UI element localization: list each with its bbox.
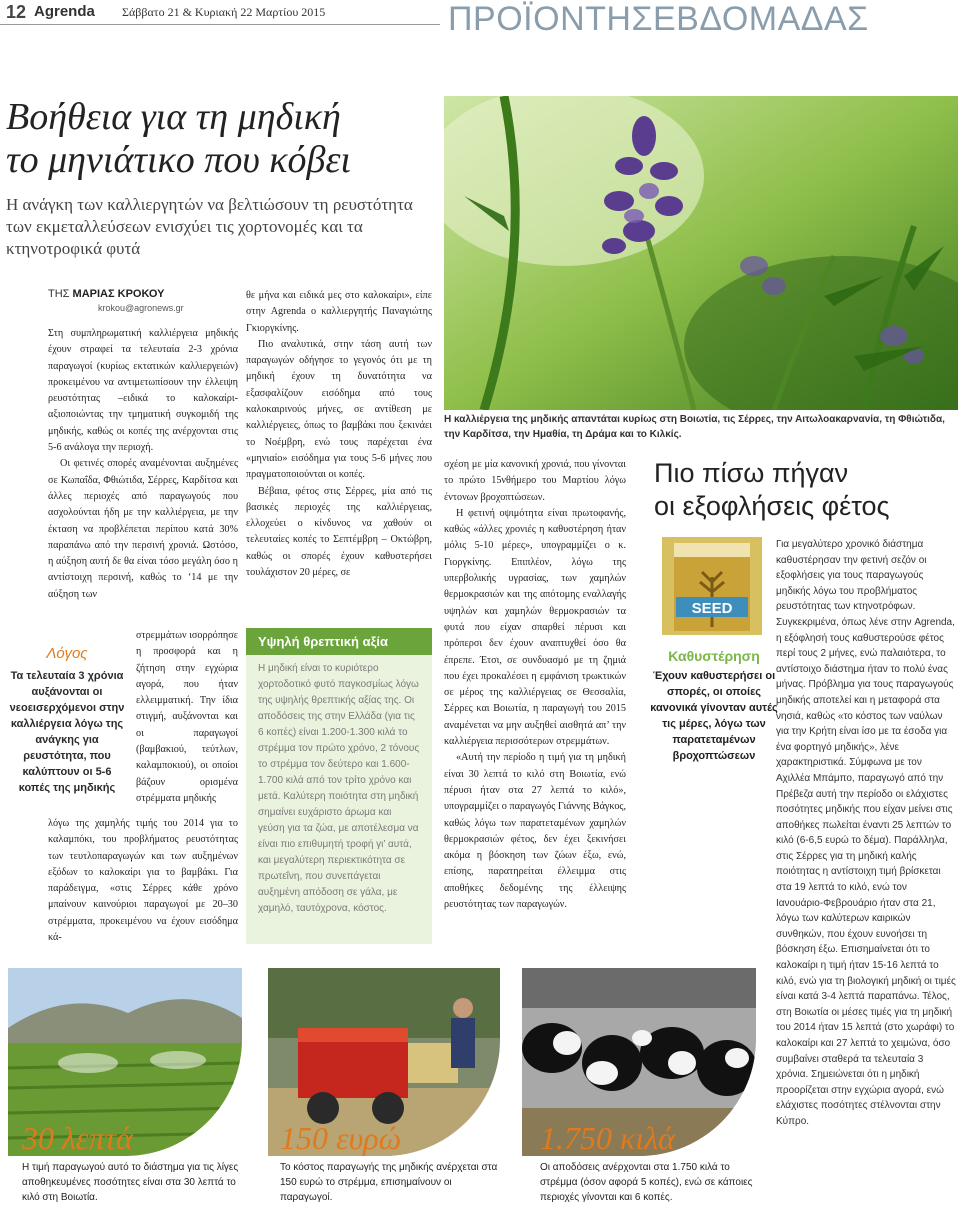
section-banner: ΠΡΟΪΟΝΤΗΣΕΒΔΟΜΑΔΑΣ (448, 0, 869, 38)
paragraph: Στη συμπληρωματική καλλιέργεια μηδικής έχουν στραφεί τα τελευταία 2-3 χρόνια παραγωγοί (κυρίως εκτατικών καλλιεργειών) προκειμένου να αντιμετωπίσουν την έλλειψη ρευστότητας –ειδικά το καλοκαίρι- αξιοποιώντας την τμηματική συγκομιδή της μηδικής, καθώς οι κοπές της ανέρχονται στις 5-6 ανάλογα την περιοχή. (48, 328, 238, 454)
stat-yield-caption: Οι αποδόσεις ανέρχονται στα 1.750 κιλά το στρέμμα (όσον αφορά 5 κοπές), ενώ σε κάποιες περιοχές γίνονται και 6 κοπές. (540, 1162, 753, 1203)
issue-date: Σάββατο 21 & Κυριακή 22 Μαρτίου 2015 (122, 5, 326, 19)
stat-cost: 150 ευρώ (280, 1120, 401, 1156)
byline-prefix: ΤΗΣ (48, 288, 70, 300)
sidebar-headline-line-1: Πιο πίσω πήγαν (654, 458, 849, 488)
nutrition-box (246, 628, 432, 944)
stat-price-caption: Η τιμή παραγωγού αυτό το διάστημα για τις λίγες αποθηκευμένες ποσότητες είναι στα 30 λεπτά το κιλό στη Βοιωτία. (22, 1162, 239, 1203)
delay-title: Καθυστέρηση (668, 648, 760, 664)
paragraph: λόγω της χαμηλής τιμής του 2014 για το καλαμπόκι, του προβλήματος ρευστότητας των τευτλοπαραγωγών και των αυξημένων εξόδων το καλοκαίρι για το βαμβάκι. Για παράδειγμα, «στις Σέρρες κάθε χρόνο μπαίνουν καινούριοι παραγωγοί με 20–30 στρέμματα, προκειμένου να έχουν εισόδημα κά- (48, 818, 238, 944)
pull-quote-title: Λόγος (46, 645, 88, 662)
article-column-1 (48, 326, 238, 603)
article-column-3 (444, 457, 626, 913)
author-email[interactable]: krokou@agronews.gr (98, 303, 184, 313)
subheadline: Η ανάγκη των καλλιεργητών να βελτιώσουν τη ρευστότητα των εκμεταλλεύσεων ενισχύει τις χορτονομές και τα κτηνοτροφικά φυτά (6, 195, 413, 258)
section-name: Agrenda (34, 3, 95, 20)
article-column-1-bottom (48, 816, 238, 946)
stat-price: 30 λεπτά (22, 1120, 133, 1156)
paragraph: Οι φετινές σπορές αναμένονται αυξημένες σε Κωπαΐδα, Φθιώτιδα, Σέρρες, Καρδίτσα και άλλες περιοχές από παραγωγούς που ασχολούνται ήδη με την καλλιέργεια, με την έκταση να προβλέπεται περίπου κατά 30% παραπάνω από την περσινή χρονιά. Ωστόσο, η αύξηση αυτή δε θα είναι τόσο μεγάλη όσο η αντίστοιχη περσινή, καθώς το ‘14 με την αύξηση των (48, 458, 238, 600)
pull-quote (6, 645, 128, 796)
stat-cost-caption: Το κόστος παραγωγής της μηδικής ανέρχεται στα 150 ευρώ το στρέμμα, επισημαίνουν οι παραγωγοί. (280, 1162, 498, 1203)
nutrition-box-text: Η μηδική είναι το κυριότερο χορτοδοτικό φυτό παγκοσμίως λόγω της υψηλής θρεπτικής αξίας της. Οι αποδόσεις της στην Ελλάδα (για τις 6 κοπές) είναι 1.200-1.300 κιλά το στρέμμα τον πρώτο χρόνο, 2 τόνους το στρέμμα τον δεύτερο και 1.600-1.700 κιλά από τον τρίτο χρόνο και μετά. Καλύτερη ποιότητα στη μηδική σημαίνει ευχάριστο άρωμα και γεύση για τα ζώα, με αποτέλεσμα να είναι πιο επιθυμητή τροφή γι’ αυτά, και μεγαλύτερη περιεκτικότητα σε πρωτεΐνη, που συνεπάγεται αυξημένη απόδοση σε γάλα, με χαμηλό, ταυτόχρονα, κόστος. (258, 663, 420, 914)
paragraph: θε μήνα και ειδικά μες στο καλοκαίρι», είπε στην Agrenda ο καλλιεργητής Παναγιώτης Γκιοργκίνης. (246, 290, 432, 334)
page-number: 12 (6, 2, 27, 22)
delay-callout (648, 648, 780, 764)
alfalfa-photo (444, 96, 958, 410)
sidebar-headline (654, 457, 954, 523)
article-column-2 (246, 288, 432, 581)
paragraph: «Αυτή την περίοδο η τιμή για τη μηδική είναι 30 λεπτά το κιλό στη Βοιωτία, ενώ πέρυσι ήταν στα 27 λεπτά το κιλό», υπογραμμίζει ο παραγωγός Γιάννης Βάγκος, καθώς λόγω των παρατεταμένων χαμηλών θερμοκρασιών φέτος, δεν έχει ξεκινήσει ακόμα η βόσκηση των ζώων έξω, ενώ, επίσης, παρατηρείται έλλειμμα στις αποθήκες δεδομένης της έλλειψης ρευστότητας των παραγωγών. (444, 752, 626, 911)
paragraph: σχέση με μία κανονική χρονιά, που γίνονται το πρώτο 15νθήμερο του Μαρτίου λόγω έντονων βροχοπτώσεων. (444, 459, 626, 503)
seed-label: SEED (691, 600, 733, 617)
seed-bag-photo (662, 537, 762, 635)
nutrition-box-title: Υψηλή θρεπτική αξία (246, 628, 432, 655)
headline-line-2: το μηνιάτικο που κόβει (6, 139, 351, 181)
author-name: ΜΑΡΙΑΣ ΚΡΟΚΟΥ (72, 288, 165, 300)
pull-quote-text: Τα τελευταία 3 χρόνια αυξάνονται οι νεοεισερχόμενοι στην καλλιέργεια λόγω της ανάγκης για ρευστότητα, που καλύπτουν οι 5-6 κοπές της μηδικής (9, 670, 125, 794)
article-column-1-wrap (136, 628, 238, 807)
paragraph: Πιο αναλυτικά, στην τάση αυτή των παραγωγών οδήγησε το γεγονός ότι με τη μηδική έχουν τη δυνατότητα να εξασφαλίζουν εισόδημα από τους καλοκαιρινούς μήνες, σε αντίθεση με καλλιέργειες, όπως το βαμβάκι που ξεκινάει το Νοέμβρη, ενώ τους παρέχεται ένα «μηνιαίο» εισόδημα για τους 5-6 μήνες που πραγματοποιούνται οι κοπές. (246, 338, 432, 481)
paragraph: στρεμμάτων ισορρόπησε η προσφορά και η ζήτηση στην εγχώρια αγορά, που ήταν ελλειμματική. Την ίδια στιγμή, αυξάνονται και οι παραγωγοί (βαμβακιού, τεύτλων, καλαμποκιού), οι οποίοι βάζουν ορισμένα στρέμματα μηδικής (136, 630, 238, 804)
headline-line-1: Βοήθεια για τη μηδική (6, 96, 341, 138)
paragraph: Βέβαια, φέτος στις Σέρρες, μία από τις βασικές περιοχές της καλλιέργειας, ελλοχεύει ο κίνδυνος να χαθούν οι τελευταίες κοπές το Σεπτέμβρη – Οκτώβρη, καθώς οι σπορές έχουν καθυστερήσει τουλάχιστον 20 μέρες, σε (246, 485, 432, 579)
headline (6, 96, 446, 182)
paragraph: Η φετινή οψιμότητα είναι πρωτοφανής, καθώς «άλλες χρονιές η καθυστέρηση ήταν μόλις 5-10 μέρες», υπογραμμίζει ο κ. Γιοργκίνης. Επιπλέον, λόγω της υπερβολικής υγρασίας, των χαμηλών θερμοκρασιών και της απότομης εναλλαγής υψηλών και χαμηλών θερμοκρασιών τα φυτά που είχαν σπαρθεί πέρυσι και πρόπερσι δεν έχουν αναπτυχθεί όσο θα έπρεπε. Έτσι, σε συνδυασμό με τη ζημιά που έχει προκαλέσει η εμφάνιση τρωκτικών σε μέρος της καλλιέργειας σε Θεσσαλία, Σέρρες και Βοιωτία, η παραγωγή του 2015 αναμένεται να μην αυξηθεί αισθητά απ’ την καλλιέργεια περισσότερων στρεμμάτων. (444, 507, 626, 748)
delay-text: Έχουν καθυστερήσει οι σπορές, οι οποίες κανονικά γίνονταν αυτές τις μέρες, λόγω των παρατεταμένων βροχοπτώσεων (650, 670, 778, 762)
stat-yield: 1.750 κιλά (540, 1120, 675, 1156)
main-photo-caption: Η καλλιέργεια της μηδικής απαντάται κυρίως στη Βοιωτία, τις Σέρρες, την Αιτωλοακαρνανία, τη Φθιώτιδα, την Καρδίτσα, την Ημαθία, τη Δράμα και το Κιλκίς. (444, 414, 945, 440)
sidebar-body: Για μεγαλύτερο χρονικό διάστημα καθυστέρησαν την φετινή σεζόν οι εξοφλήσεις για τους παραγωγούς μηδικής λόγω του προβλήματος ρευστότητας των κτηνοτρόφων. Συγκεκριμένα, όπως λένε στην Agrenda, η εξόφλησή τους καθυστερούσε φέτος περί τους 2 μήνες, ενώ παλαιότερα, το αντίστοιχο διάστημα ήταν το πολύ ένας μήνας. Πρόβλημα για τους παραγωγούς μηδικής αποτελεί και η μεταφορά στα νησιά, καθώς «το κόστος των ναύλων για την Κρήτη είναι ίσο με τα έσοδα για ένα φορτηγό μηδικής», λένε χαρακτηριστικά. Σύμφωνα με τον Αχιλλέα Μπάμπο, παραγωγό από την Πρέβεζα αυτή την περίοδο οι ελάχιστες ποσότητες μηδικής που είχαν μείνει στις αποθήκες πωλείται έναντι 25 λεπτών το κιλό (6-6,5 ευρώ το δέμα). Παράλληλα, στις Σέρρες για τη μηδική καλής ποιότητας η αντίστοιχη τιμή βρίσκεται στα 19 λεπτά το κιλό, ενώ τον Ιανουάριο-Φεβρουάριο ήταν στα 21, λόγω των καλύτερων καιρικών συνθηκών, που έχουν ευνοήσει τη βόσκηση έξω. Επισημαίνεται ότι το καλοκαίρι η τιμή ήταν 15-16 λεπτά το κιλό, ενώ για τη βιολογική μηδική οι τιμές είναι κατά 3-4 λεπτά παραπάνω. Τέλος, στη Βοιωτία οι μέσες τιμές για τη μηδική του 2014 ήταν 15 λεπτά (στο χωράφι) το καλοκαίρι και 27 λεπτά το χειμώνα, όσο συμβαίνει σταθερά τα τελευταία 3 χρόνια. Σημειώνεται ότι η μηδική προορίζεται στην εγχώρια αγορά, ενώ ελάχιστες ποσότητες στέλνονται στην Κύπρο. (776, 539, 956, 1127)
byline (48, 288, 165, 300)
header-rule (0, 24, 440, 25)
sidebar-headline-line-2: οι εξοφλήσεις φέτος (654, 491, 890, 521)
